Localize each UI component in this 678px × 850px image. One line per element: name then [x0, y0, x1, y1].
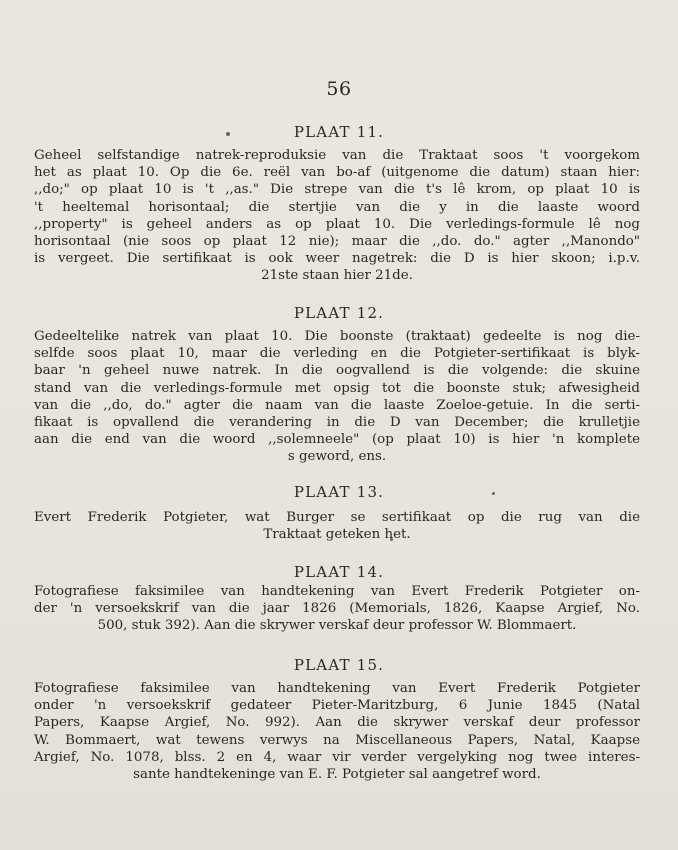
page-number: 56 — [326, 78, 352, 100]
text-line: horisontaal (nie soos op plaat 12 nie); maar die ,,do. do." agter ,,Manondo" — [34, 234, 640, 250]
section-heading: PLAAT 14. — [293, 563, 385, 581]
text-line: 500, stuk 392). Aan die skrywer verskaf deur professor W. Blommaert. — [97, 618, 577, 634]
text-line: Argief, No. 1078, blss. 2 en 4, waar vir verder vergelyking nog twee interes- — [34, 749, 640, 765]
text-line: Traktaat geteken het. — [263, 527, 411, 543]
text-line: Fotografiese faksimilee van handtekening van Evert Frederik Potgieter on- — [34, 584, 640, 599]
text-line: 't heeltemal horisontaal; die stertjie van die y in die laaste woord — [34, 199, 640, 215]
text-line: Geheel selfstandige natrek-reproduksie van die Traktaat soos 't voorgekom — [34, 148, 640, 163]
section-heading: PLAAT 13. — [293, 483, 385, 501]
text-line: 21ste staan hier 21de. — [261, 268, 413, 284]
text-line: onder 'n versoekskrif gedateer Pieter-Maritzburg, 6 Junie 1845 (Natal — [34, 698, 640, 714]
section-body — [34, 509, 640, 543]
text-line: baar 'n geheel nuwe natrek. In die oogvallend is die volgende: die skuine — [34, 363, 640, 379]
text-line: ,,do;" op plaat 10 is 't ,,as." Die strepe van die t's lê krom, op plaat 10 is — [34, 182, 640, 198]
text-line: fikaat is opvallend die verandering in die D van December; die krulletjie — [34, 415, 640, 431]
text-line: Fotografiese faksimilee van handtekening van Evert Frederik Potgieter — [34, 681, 640, 696]
text-line: der 'n versoekskrif van die jaar 1826 (Memorials, 1826, Kaapse Argief, No. — [34, 601, 640, 617]
section-body — [34, 680, 640, 783]
text-line: van die ,,do, do." agter die naam van die laaste Zoeloe-getuie. In die serti- — [34, 397, 640, 413]
text-line: W. Bommaert, wat tewens verwys na Miscellaneous Papers, Natal, Kaapse — [34, 732, 640, 748]
text-line: stand van die verledings-formule met opsig tot die boonste stuk; afwesigheid — [34, 380, 640, 396]
section-heading: PLAAT 12. — [293, 304, 385, 322]
section-body — [34, 147, 640, 285]
text-line: Papers, Kaapse Argief, No. 992). Aan die skrywer verskaf deur professor — [34, 715, 640, 731]
section-body — [34, 328, 640, 466]
text-line: ,,property" is geheel anders as op plaat 10. Die verledings-formule lê nog — [34, 216, 640, 232]
text-line: sante handtekeninge van E. F. Potgieter sal aangetref word. — [133, 767, 541, 783]
section-heading: PLAAT 11. — [293, 123, 385, 141]
text-line: is vergeet. Die sertifikaat is ook weer nagetrek: die D is hier skoon; i.p.v. — [34, 251, 640, 267]
text-line: s geword, ens. — [287, 449, 387, 465]
section-body — [34, 583, 640, 635]
text-line: selfde soos plaat 10, maar die verleding en die Potgieter-sertifikaat is blyk- — [34, 346, 640, 362]
text-line: aan die end van die woord ,,solemneele" (op plaat 10) is hier 'n komplete — [34, 432, 640, 448]
text-line: Gedeeltelike natrek van plaat 10. Die boonste (traktaat) gedeelte is nog die- — [34, 329, 640, 344]
text-line: Evert Frederik Potgieter, wat Burger se sertifikaat op die rug van die — [34, 510, 640, 525]
text-line: het as plaat 10. Op die 6e. reël van bo-af (uitgenome die datum) staan hier: — [34, 165, 640, 181]
section-heading: PLAAT 15. — [293, 656, 385, 674]
